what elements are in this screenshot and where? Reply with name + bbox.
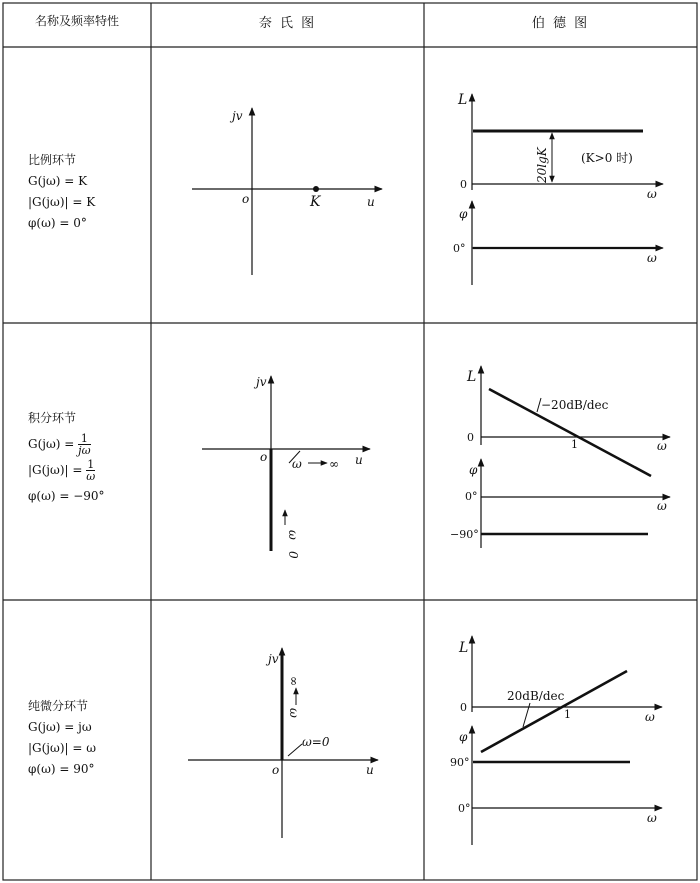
phase-expression: φ(ω) = 90° [28, 762, 95, 776]
fraction-numerator: 1 [78, 433, 90, 445]
header-nyquist-column: 奈 氏 图 [258, 16, 317, 31]
zero-label: 0 [460, 701, 467, 714]
gain-label: 20lgK [535, 147, 549, 183]
nyquist-plot-integral [202, 375, 370, 559]
properties-derivative [28, 696, 96, 780]
slope-label: 20dB/dec [507, 689, 565, 703]
element-title: 纯微分环节 [28, 699, 89, 713]
bode-plot-derivative [450, 636, 662, 845]
l-label: L [459, 640, 469, 656]
fraction-denominator: ω [86, 470, 96, 483]
omega-vertical-label: ω [287, 708, 301, 718]
omega-label: ω [645, 710, 655, 724]
magnitude-fraction [86, 459, 95, 482]
phi-label: φ [459, 730, 468, 744]
magnitude-expression [28, 457, 105, 483]
zero-label: 0 [467, 431, 474, 444]
jv-label: jv [256, 375, 267, 389]
zero-label: 0 [460, 178, 467, 191]
u-label: u [366, 763, 374, 777]
infinity-label: ∞ [329, 457, 339, 471]
properties-integral [28, 405, 105, 509]
corner-one-label: 1 [571, 438, 578, 451]
phase-minus90-label: −90° [450, 528, 479, 541]
omega-label-2: ω [647, 251, 657, 265]
phase-zero-label: 0° [458, 802, 471, 815]
header-bode-column: 伯 德 图 [531, 16, 590, 31]
infinity-vertical-label: ∞ [287, 676, 301, 686]
jv-label: jv [232, 109, 243, 123]
omega-label: ω [292, 457, 302, 471]
phase-expression: φ(ω) = −90° [28, 489, 105, 503]
omega-zero-label: ω=0 [302, 735, 330, 749]
transfer-function: G(jω) = K [28, 174, 88, 188]
omega-vertical-label: ω [286, 530, 300, 540]
magnitude-expression: |G(jω)| = ω [28, 741, 97, 755]
magnitude-expression: |G(jω)| = K [28, 195, 96, 209]
bode-plot-proportional [453, 92, 663, 285]
phi-label: φ [459, 207, 468, 221]
origin-label: o [242, 192, 250, 206]
transfer-function: G(jω) = jω [28, 720, 92, 734]
phase-zero-label: 0° [453, 242, 466, 255]
jv-label: jv [268, 652, 279, 666]
origin-label: o [260, 450, 268, 464]
omega-label-2: ω [657, 499, 667, 513]
element-title: 比例环节 [28, 153, 77, 167]
origin-label: o [272, 763, 280, 777]
l-label: L [458, 92, 468, 108]
phase-zero-label: 0° [465, 490, 478, 503]
condition-label: (K>0 时) [581, 151, 633, 165]
transfer-function-lhs: G(jω) = [28, 437, 75, 451]
fraction-denominator: jω [78, 444, 91, 457]
element-title: 积分环节 [28, 411, 77, 425]
header-name-column: 名称及频率特性 [34, 14, 119, 28]
bode-plot-integral [450, 366, 670, 548]
phase-90-label: 90° [450, 756, 470, 769]
phi-label: φ [469, 463, 478, 477]
omega-label-2: ω [647, 811, 657, 825]
nyquist-plot-proportional [192, 108, 382, 275]
omega-label: ω [647, 187, 657, 201]
properties-proportional [28, 150, 95, 234]
omega-label: ω [657, 439, 667, 453]
corner-one-label: 1 [564, 708, 571, 721]
nyquist-plot-derivative [188, 648, 378, 838]
point-k [313, 186, 319, 192]
table-grid [3, 3, 697, 880]
magnitude-lhs: |G(jω)| = [28, 463, 83, 477]
phase-expression: φ(ω) = 0° [28, 216, 87, 230]
slope-label: −20dB/dec [541, 398, 609, 412]
zero-vertical-label: 0 [286, 551, 300, 559]
magnitude-line [481, 671, 627, 752]
l-label: L [467, 369, 477, 385]
fraction-numerator: 1 [87, 458, 95, 471]
leader-line [288, 744, 302, 756]
transfer-function [28, 431, 105, 457]
u-label: u [367, 195, 375, 209]
transfer-function-fraction [78, 433, 90, 456]
k-label: K [310, 194, 321, 210]
u-label: u [355, 453, 363, 467]
